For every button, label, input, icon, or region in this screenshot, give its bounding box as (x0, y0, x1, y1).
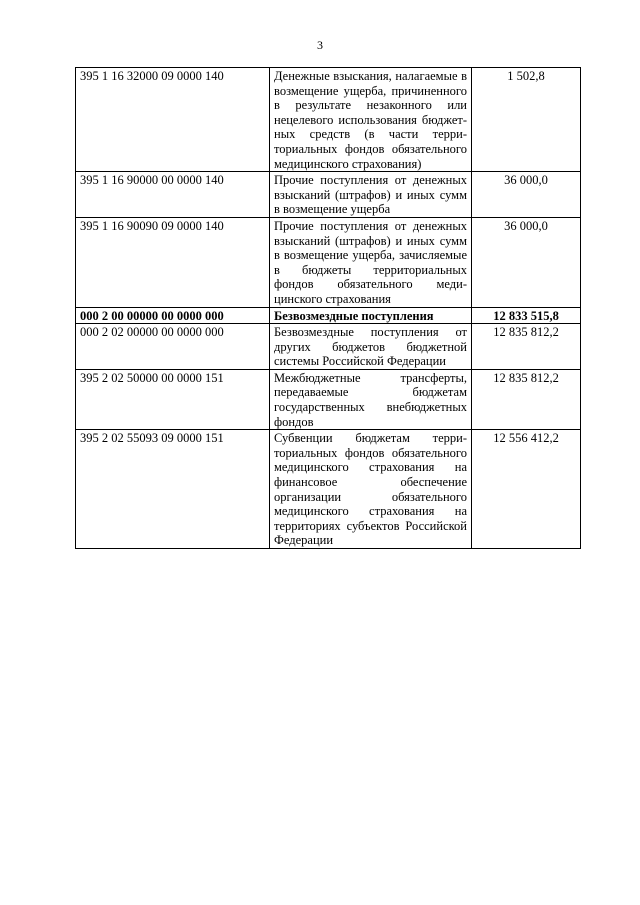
page-number: 3 (317, 38, 323, 52)
table-row (76, 430, 581, 549)
revenue-name: Безвозмездные поступления от других бюджетов бюджетной системы Российской Федерации (270, 324, 472, 370)
revenue-name: Прочие поступления от денежных взысканий (штрафов) и иных сумм в возмещение ущерба, зачисляемые в бюджеты территориальных фондов обязательного медицинского страхования (270, 217, 472, 307)
revenue-name: Межбюджетные трансферты, передаваемые бюджетам государственных внебюджетных фондов (270, 369, 472, 429)
table-row (76, 217, 581, 307)
classification-code: 395 1 16 90000 00 0000 140 (76, 172, 270, 218)
amount-value: 12 556 412,2 (472, 430, 581, 549)
amount-value: 12 833 515,8 (472, 307, 581, 324)
amount-value: 36 000,0 (472, 172, 581, 218)
classification-code: 395 2 02 55093 09 0000 151 (76, 430, 270, 549)
revenue-name: Прочие поступления от денежных взысканий (штрафов) и иных сумм в возмещение ущерба (270, 172, 472, 218)
revenue-name: Безвозмездные поступления (270, 307, 472, 324)
classification-code: 395 1 16 90090 09 0000 140 (76, 217, 270, 307)
amount-value: 1 502,8 (472, 68, 581, 172)
amount-value: 12 835 812,2 (472, 369, 581, 429)
classification-code: 000 2 02 00000 00 0000 000 (76, 324, 270, 370)
table-row-total (76, 307, 581, 324)
budget-table (75, 67, 581, 549)
revenue-name: Денежные взыскания, налагаемые в возмещение ущерба, причиненного в результате незаконного или нецелевого использования бюджетных средств (в части территориальных фондов обязательного медицинского страхования) (270, 68, 472, 172)
table-row (76, 369, 581, 429)
classification-code: 395 2 02 50000 00 0000 151 (76, 369, 270, 429)
classification-code: 000 2 00 00000 00 0000 000 (76, 307, 270, 324)
revenue-name: Субвенции бюджетам территориальных фондов обязательного медицинского страхования на финансовое обеспечение организации обязательного медицинского страхования на территориях субъектов Российской Федерации (270, 430, 472, 549)
table-row (76, 324, 581, 370)
table-row (76, 68, 581, 172)
table-row (76, 172, 581, 218)
amount-value: 36 000,0 (472, 217, 581, 307)
classification-code: 395 1 16 32000 09 0000 140 (76, 68, 270, 172)
amount-value: 12 835 812,2 (472, 324, 581, 370)
